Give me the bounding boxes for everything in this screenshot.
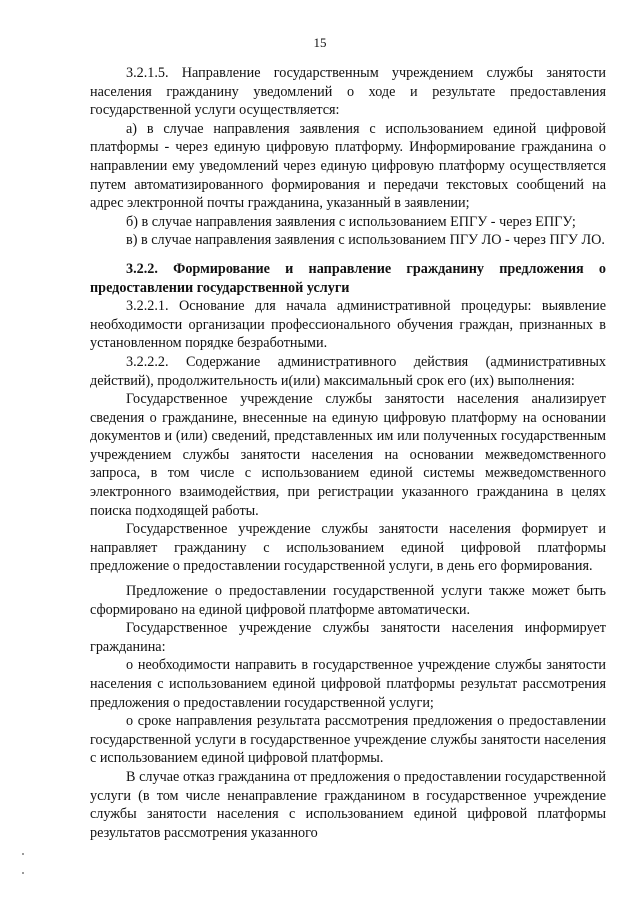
document-body [90,64,606,842]
section-heading-3-2-2: 3.2.2. Формирование и направление гражданину предложения о предоставлении государственной услуги [90,260,606,296]
page-number: 15 [313,35,327,50]
paragraph-refusal: В случае отказ гражданина от предложения о предоставлении государственной услуги (в том числе ненаправление гражданином в государственное учреждение службы занятости населения с использованием единой цифровой платформы результатов рассмотрения указанного [90,768,606,841]
paragraph-auto-offer: Предложение о предоставлении государственной услуги также может быть сформировано на единой цифровой платформе автоматически. [90,583,606,618]
list-item-v: в) в случае направления заявления с использованием ПГУ ЛО - через ПГУ ЛО. [126,232,605,249]
paragraph-informs: Государственное учреждение службы занятости населения информирует гражданина: [90,620,606,655]
paragraph-3-2-2-2: 3.2.2.2. Содержание административного действия (административных действий), продолжительность и(или) максимальный срок его (их) выполнения: [90,353,606,389]
paragraph-forms-offer: Государственное учреждение службы занятости населения формирует и направляет гражданину с использованием единой цифровой платформы предложение о предоставлении государственной услуги, в день его формирования. [90,521,606,575]
paragraph-analysis: Государственное учреждение службы занятости населения анализирует сведения о гражданине, внесенные на единую цифровую платформу на основании документов и (или) сведений, представленных им или полученных государственным учреждением службы занятости населения на основании межведомственного запроса, в том числе с использованием единой системы межведомственного электронного взаимодействия, при регистрации указанного гражданина в целях поиска подходящей работы. [90,391,606,519]
paragraph-3-2-1-5: 3.2.1.5. Направление государственным учреждением службы занятости населения гражданину уведомлений о ходе и результате предоставления государственной услуги осуществляется: [90,65,606,119]
paragraph-need-to-send: о необходимости направить в государственное учреждение службы занятости населения с использованием единой цифровой платформы результат рассмотрения предложения о предоставлении государственной услуги; [90,657,606,711]
paragraph-deadline: о сроке направления результата рассмотрения предложения о предоставлении государственной услуги в государственное учреждение службы занятости населения с использованием единой цифровой платформы. [90,713,606,767]
scan-speck [22,872,24,874]
paragraph-3-2-2-1: 3.2.2.1. Основание для начала административной процедуры: выявление необходимости организации профессионального обучения граждан, признанных в установленном порядке безработными. [90,298,606,352]
list-item-a: а) в случае направления заявления с использованием единой цифровой платформы - через единую цифровую платформу. Информирование гражданина о направлении ему уведомлений через единую цифровую платформу осуществляется путем автоматизированного формирования и передачи текстовых сообщений на адрес электронной почты гражданина, указанный в заявлении; [90,120,606,212]
scan-speck [22,853,24,855]
list-item-b: б) в случае направления заявления с использованием ЕПГУ - через ЕПГУ; [126,213,576,230]
